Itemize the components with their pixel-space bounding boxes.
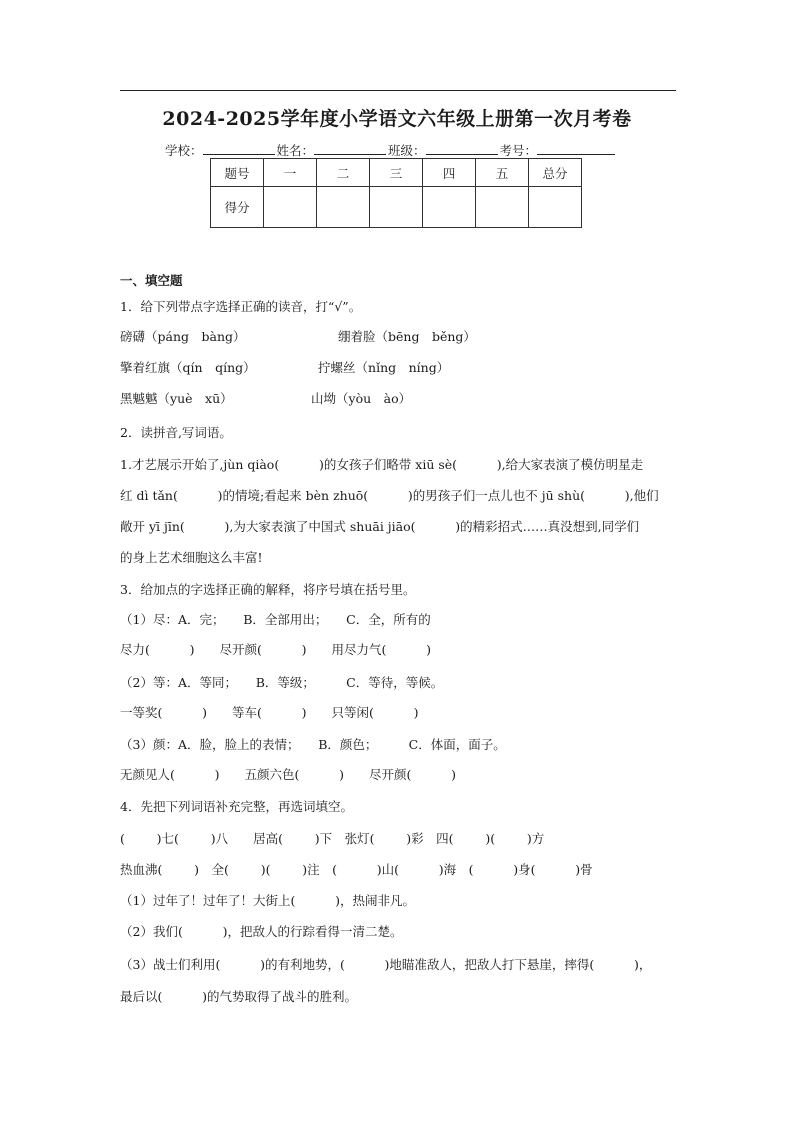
q4-prompt: 4．先把下列词语补充完整，再选词填空。: [120, 799, 353, 814]
name-field[interactable]: [314, 141, 386, 155]
q3-line-text: （1）尽：A．完； B．全部用出； C．全，所有的: [120, 612, 431, 627]
q3-line-text: （2）等：A．等同； B．等级； C．等待，等候。: [120, 675, 444, 690]
q3-line: [120, 640, 431, 658]
q4-line: [120, 891, 415, 909]
q3-line: [120, 673, 443, 691]
q1-word: 山坳: [311, 391, 337, 406]
q1-pinyin: （páng bàng）: [145, 329, 246, 344]
q3-prompt: 3．给加点的字选择正确的解释，将序号填在括号里。: [120, 582, 416, 597]
q1-word: 绷着脸: [338, 329, 376, 344]
q1-item: [318, 358, 449, 376]
q4-line: [120, 860, 593, 878]
q4-line-text: 最后以( )的气势取得了战斗的胜利。: [120, 989, 357, 1004]
exam-no-label: 考号：: [499, 143, 538, 158]
q4-line: [120, 955, 651, 973]
score-cell[interactable]: [423, 187, 476, 228]
score-header-cell: 五: [476, 159, 529, 187]
score-table: [210, 158, 582, 228]
q1-pinyin: （bēng běng）: [375, 329, 476, 344]
q3-line: [120, 735, 506, 753]
q1-prompt: 1．给下列带点字选择正确的读音，打“√”。: [120, 299, 362, 314]
q4-line-text: （3）战士们利用( )的有利地势，( )地瞄准敌人，把敌人打下悬崖，摔得( )，: [120, 957, 652, 972]
q3-line: [120, 610, 431, 628]
score-header-cell: 三: [370, 159, 423, 187]
page-title: 2024-2025学年度小学语文六年级上册第一次月考卷: [162, 108, 632, 130]
q4-line-text: ( )七( )八 居高( )下 张灯( )彩 四( )( )方: [120, 831, 545, 846]
class-field[interactable]: [426, 141, 498, 155]
section-heading: 一、填空题: [120, 273, 183, 288]
q2-line-text: 敞开 yī jīn( ),为大家表演了中国式 shuāi jiāo( )的精彩招式……真没想到,同学们: [120, 519, 640, 534]
school-field[interactable]: [203, 141, 275, 155]
q1-word: 拧螺丝: [318, 360, 356, 375]
q2-line-text: 红 dì tǎn( )的情境;看起来 bèn zhuō( )的男孩子们一点儿也不 jū shù( ),他们: [120, 488, 659, 503]
q4-line-text: 热血沸( ) 全( )( )注 ( )山( )海 ( )身( )骨: [120, 862, 593, 877]
q2-line-text: 的身上艺术细胞这么丰富!: [120, 550, 263, 565]
q2-line: [120, 517, 639, 535]
q2-line: [120, 455, 643, 473]
score-cell[interactable]: [476, 187, 529, 228]
score-header-cell: 二: [317, 159, 370, 187]
score-header-cell: 四: [423, 159, 476, 187]
school-label: 学校：: [165, 143, 203, 158]
q4-line: [120, 987, 357, 1005]
q3-line-text: （3）颜：A．脸，脸上的表情； B．颜色； C．体面，面子。: [120, 737, 506, 752]
score-row-label: 得分: [211, 187, 264, 228]
q1-item: [120, 327, 246, 345]
q3-line: [120, 703, 418, 721]
q2-line: [120, 548, 263, 566]
q3-line-text: 一等奖( ) 等车( ) 只等闲( ): [120, 705, 419, 720]
score-header-cell: 一: [264, 159, 317, 187]
q1-pinyin: （nǐng níng）: [355, 360, 450, 375]
q2-prompt: 2．读拼音,写词语。: [120, 425, 232, 440]
q2-line: [120, 486, 659, 504]
exam-no-field[interactable]: [537, 141, 615, 155]
q4-line: [120, 922, 402, 940]
score-cell[interactable]: [264, 187, 317, 228]
q1-item: [120, 358, 256, 376]
score-cell[interactable]: [317, 187, 370, 228]
q2-line-text: 1.才艺展示开始了,jùn qiào( )的女孩子们略带 xiū sè( ),给大家表演了模仿明星走: [120, 457, 644, 472]
score-cell[interactable]: [529, 187, 582, 228]
q3-line: [120, 765, 456, 783]
q1-word: 擎着红旗: [120, 360, 171, 375]
q3-line-text: 无颜见人( ) 五颜六色( ) 尽开颜( ): [120, 767, 456, 782]
q4-line: [120, 829, 544, 847]
q1-item: [311, 389, 411, 407]
name-label: 姓名：: [276, 143, 315, 158]
score-header-cell: 题号: [211, 159, 264, 187]
q1-word: 磅礴: [120, 329, 146, 344]
q4-line-text: （1）过年了！过年了！大街上( )，热闹非凡。: [120, 893, 415, 908]
q1-pinyin: （qín qíng）: [170, 360, 256, 375]
q1-pinyin: （yuè xū）: [157, 391, 233, 406]
score-cell[interactable]: [370, 187, 423, 228]
class-label: 班级：: [388, 143, 426, 158]
q4-line-text: （2）我们( )，把敌人的行踪看得一清二楚。: [120, 924, 403, 939]
q1-item: [120, 389, 233, 407]
q1-pinyin: （yòu ào）: [336, 391, 412, 406]
score-header-cell: 总分: [529, 159, 582, 187]
top-rule: [120, 90, 676, 91]
q1-word: 黑魆魆: [120, 391, 158, 406]
q3-line-text: 尽力( ) 尽开颜( ) 用尽力气( ): [120, 642, 431, 657]
q1-item: [338, 327, 476, 345]
student-info-line: [165, 141, 617, 159]
